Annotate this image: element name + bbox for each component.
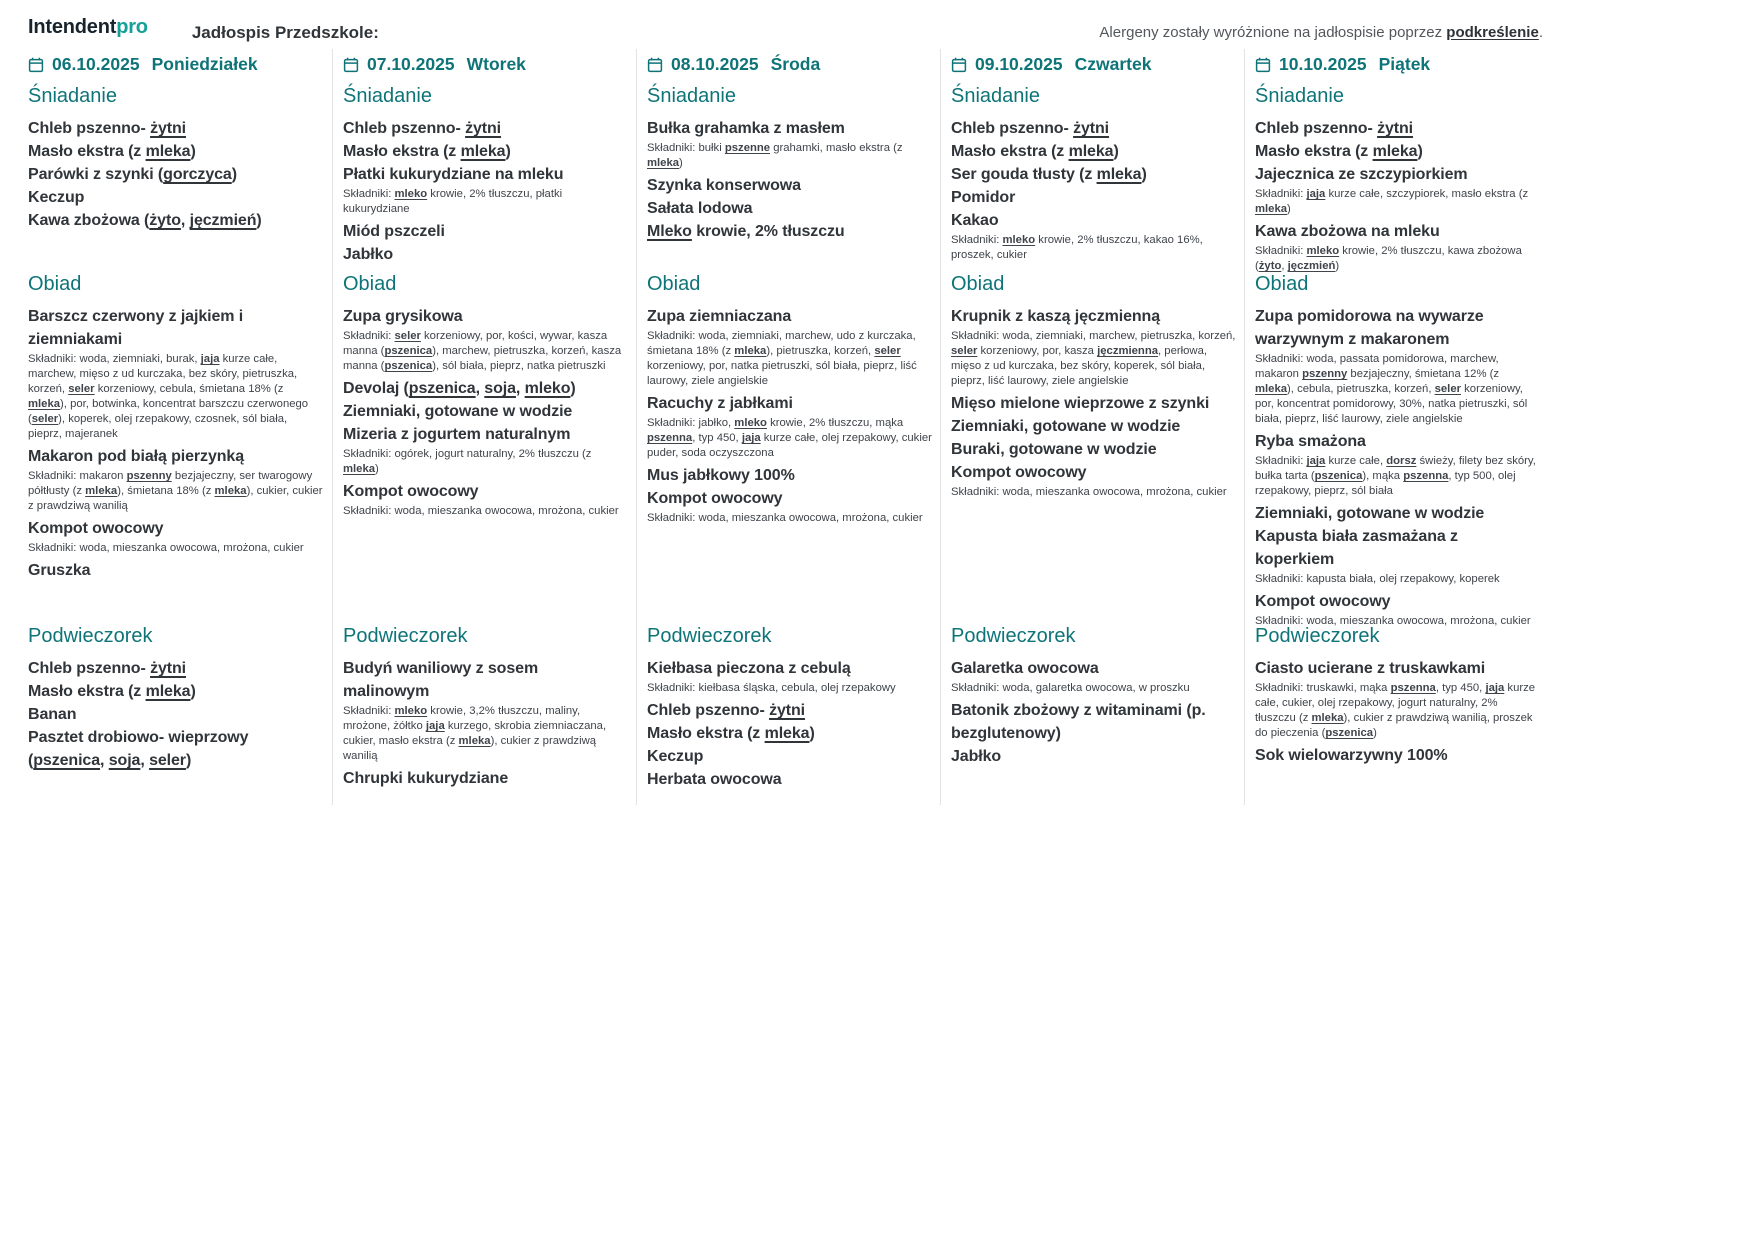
- allergen-highlight: mleka: [458, 735, 491, 747]
- menu-item-ingredients: Składniki: bułki pszenne grahamki, masło ekstra (z mleka): [647, 142, 903, 169]
- menu-item-title: Chleb pszenno- żytni: [28, 660, 187, 677]
- menu-item-title: Jabłko: [343, 246, 394, 263]
- calendar-icon: [343, 57, 359, 73]
- menu-item-title: Kompot owocowy: [951, 464, 1087, 481]
- allergen-highlight: żytni: [769, 702, 806, 719]
- meal-section-obiad: [28, 267, 324, 619]
- meal-section-title: Obiad: [28, 273, 82, 295]
- menu-item-ingredients: Składniki: woda, mieszanka owocowa, mrożona, cukier: [647, 512, 923, 524]
- menu-item-title: Płatki kukurydziane na mleku: [343, 166, 564, 183]
- allergen-highlight: jaja: [1306, 455, 1326, 467]
- allergen-highlight: pszenne: [724, 142, 771, 154]
- allergen-highlight: żyto: [149, 212, 181, 229]
- allergen-highlight: dorsz: [1386, 455, 1417, 467]
- allergen-highlight: soja: [108, 752, 141, 769]
- allergen-highlight: mleka: [1255, 383, 1288, 395]
- day-header: [343, 49, 628, 79]
- menu-item-title: Herbata owocowa: [647, 771, 782, 788]
- menu-item-ingredients: Składniki: mleko krowie, 2% tłuszczu, kakao 16%, proszek, cukier: [951, 234, 1203, 261]
- allergen-highlight: mleka: [647, 157, 680, 169]
- menu-item-title: Zupa pomidorowa na wywarze warzywnym z makaronem: [1255, 308, 1484, 348]
- menu-item-title: Krupnik z kaszą jęczmienną: [951, 308, 1161, 325]
- menu-item-title: Jajecznica ze szczypiorkiem: [1255, 166, 1468, 183]
- allergen-highlight: mleka: [764, 725, 810, 742]
- meal-section-title: Śniadanie: [647, 85, 736, 107]
- menu-item-ingredients: Składniki: jaja kurze całe, szczypiorek, masło ekstra (z mleka): [1255, 188, 1529, 215]
- day-date: 06.10.2025: [52, 53, 140, 74]
- menu-item-title: Mięso mielone wieprzowe z szynki: [951, 395, 1210, 412]
- menu-item-ingredients: Składniki: woda, galaretka owocowa, w proszku: [951, 682, 1190, 694]
- menu-item-title: Kompot owocowy: [647, 490, 783, 507]
- menu-item-title: Ciasto ucierane z truskawkami: [1255, 660, 1486, 677]
- allergen-highlight: jaja: [425, 720, 445, 732]
- allergen-highlight: mleka: [1255, 203, 1288, 215]
- menu-item-title: Ziemniaki, gotowane w wodzie: [1255, 505, 1485, 522]
- menu-item-title: Kiełbasa pieczona z cebulą: [647, 660, 851, 677]
- menu-item-title: Buraki, gotowane w wodzie: [951, 441, 1157, 458]
- menu-item-title: Szynka konserwowa: [647, 177, 801, 194]
- allergen-highlight: żytni: [1073, 120, 1110, 137]
- allergen-highlight: mleko: [394, 705, 428, 717]
- menu-item-title: Keczup: [647, 748, 704, 765]
- logo-text-pro: pro: [116, 16, 148, 38]
- meal-section-podwieczorek: [647, 619, 932, 791]
- day-date: 09.10.2025: [975, 53, 1063, 74]
- menu-item-ingredients: Składniki: woda, mieszanka owocowa, mrożona, cukier: [28, 542, 304, 554]
- menu-item-title: Kompot owocowy: [28, 520, 164, 537]
- menu-item-ingredients: Składniki: mleko krowie, 2% tłuszczu, kawa zbożowa (żyto, jęczmień): [1255, 245, 1522, 272]
- menu-grid: [28, 49, 1755, 805]
- allergen-highlight: mleka: [1068, 143, 1114, 160]
- menu-item-ingredients: Składniki: woda, passata pomidorowa, marchew, makaron pszenny bezjajeczny, śmietana 12% (z mleka), cebula, pietruszka, korzeń, seler korzeniowy, por, koncentrat pomidorowy, 30%, natka pietruszki, sól biała, pieprz, liść laurowy, ziele angielskie: [1255, 353, 1528, 425]
- calendar-icon: [28, 57, 44, 73]
- menu-item-title: Sałata lodowa: [647, 200, 753, 217]
- allergen-highlight: seler: [68, 383, 95, 395]
- menu-item-ingredients: Składniki: jaja kurze całe, dorsz świeży, filety bez skóry, bułka tarta (pszenica), mąka pszenna, typ 500, olej rzepakowy, pieprz, sól biała: [1255, 455, 1536, 497]
- allergen-highlight: jaja: [1306, 188, 1326, 200]
- allergen-highlight: seler: [149, 752, 186, 769]
- meal-section-niadanie: [1255, 79, 1540, 272]
- menu-item-ingredients: Składniki: mleko krowie, 3,2% tłuszczu, maliny, mrożone, żółtko jaja kurzego, skrobia ziemniaczana, cukier, masło ekstra (z mleka), cukier z prawdziwą wanilią: [343, 705, 607, 762]
- allergen-highlight: pszenny: [126, 470, 172, 482]
- meal-section-niadanie: [647, 79, 932, 267]
- allergen-highlight: pszenna: [1403, 470, 1449, 482]
- allergen-highlight: pszenna: [1390, 682, 1436, 694]
- allergen-highlight: mleka: [214, 485, 247, 497]
- meal-section-niadanie: [343, 79, 628, 267]
- meal-section-title: Śniadanie: [343, 85, 432, 107]
- menu-item-title: Keczup: [28, 189, 85, 206]
- allergen-highlight: mleko: [734, 417, 767, 429]
- allergen-highlight: mleko: [394, 188, 428, 200]
- allergen-highlight: mleka: [1096, 166, 1142, 183]
- menu-item-title: Ryba smażona: [1255, 433, 1366, 450]
- menu-item-title: Miód pszczeli: [343, 223, 445, 240]
- allergen-highlight: seler: [31, 413, 59, 425]
- day-date: 07.10.2025: [367, 53, 455, 74]
- allergen-highlight: pszenica: [384, 345, 433, 357]
- menu-item-title: Sok wielowarzywny 100%: [1255, 747, 1448, 764]
- menu-item-title: Jabłko: [951, 748, 1002, 765]
- allergen-highlight: mleko: [1002, 234, 1036, 246]
- allergen-highlight: seler: [874, 345, 901, 357]
- page-header: [0, 0, 1755, 43]
- allergen-highlight: mleka: [145, 143, 191, 160]
- allergen-highlight: pszenica: [408, 380, 476, 397]
- menu-item-title: Masło ekstra (z mleka): [28, 143, 196, 160]
- day-weekday: Wtorek: [466, 53, 526, 74]
- menu-item-title: Mus jabłkowy 100%: [647, 467, 795, 484]
- menu-item-title: Galaretka owocowa: [951, 660, 1099, 677]
- menu-item-title: Ser gouda tłusty (z mleka): [951, 166, 1147, 183]
- meal-section-title: Obiad: [1255, 273, 1309, 295]
- day-date: 08.10.2025: [671, 53, 759, 74]
- meal-section-title: Podwieczorek: [951, 625, 1076, 647]
- menu-item-title: Zupa ziemniaczana: [647, 308, 792, 325]
- meal-section-podwieczorek: [951, 619, 1236, 791]
- day-column: [28, 49, 332, 805]
- allergen-highlight: seler: [951, 345, 978, 357]
- allergen-note-emphasis: podkreślenie: [1446, 24, 1539, 41]
- menu-item-ingredients: Składniki: mleko krowie, 2% tłuszczu, płatki kukurydziane: [343, 188, 563, 215]
- meal-section-title: Podwieczorek: [647, 625, 772, 647]
- page-title: Jadłospis Przedszkole:: [191, 23, 379, 42]
- menu-item-ingredients: Składniki: ogórek, jogurt naturalny, 2% tłuszczu (z mleka): [343, 448, 592, 475]
- menu-item-title: Kawa zbożowa na mleku: [1255, 223, 1440, 240]
- allergen-highlight: soja: [484, 380, 516, 397]
- menu-item-title: Pomidor: [951, 189, 1016, 206]
- allergen-highlight: pszenica: [1325, 727, 1374, 739]
- menu-item-title: Chleb pszenno- żytni: [647, 702, 806, 719]
- menu-item-ingredients: Składniki: woda, mieszanka owocowa, mrożona, cukier: [1255, 615, 1531, 627]
- allergen-highlight: mleka: [343, 463, 376, 475]
- menu-item-title: Devolaj (pszenica, soja, mleko): [343, 380, 576, 397]
- meal-section-title: Podwieczorek: [1255, 625, 1380, 647]
- menu-item-title: Ziemniaki, gotowane w wodzie: [951, 418, 1181, 435]
- meal-section-obiad: [647, 267, 932, 619]
- menu-item-title: Masło ekstra (z mleka): [951, 143, 1119, 160]
- meal-section-niadanie: [28, 79, 324, 267]
- allergen-highlight: jęczmień: [189, 212, 257, 229]
- day-weekday: Środa: [770, 53, 821, 74]
- allergen-highlight: żytni: [150, 660, 187, 677]
- menu-item-title: Kompot owocowy: [1255, 593, 1391, 610]
- allergen-highlight: jaja: [1485, 682, 1505, 694]
- menu-item-title: Mizeria z jogurtem naturalnym: [343, 426, 571, 443]
- menu-item-title: Kompot owocowy: [343, 483, 479, 500]
- menu-item-title: Budyń waniliowy z sosem malinowym: [343, 660, 539, 700]
- allergen-highlight: pszenica: [1314, 470, 1363, 482]
- menu-item-title: Masło ekstra (z mleka): [647, 725, 815, 742]
- allergen-highlight: jaja: [741, 432, 761, 444]
- day-column: [940, 49, 1244, 805]
- day-header: [1255, 49, 1540, 79]
- allergen-note: [1099, 24, 1543, 41]
- menu-item-title: Chleb pszenno- żytni: [951, 120, 1110, 137]
- menu-item-title: Batonik zbożowy z witaminami (p. bezglutenowy): [951, 702, 1206, 742]
- menu-item-title: Kapusta biała zasmażana z koperkiem: [1255, 528, 1458, 568]
- menu-item-title: Masło ekstra (z mleka): [1255, 143, 1423, 160]
- menu-item-title: Kawa zbożowa (żyto, jęczmień): [28, 212, 262, 229]
- allergen-highlight: pszenna: [647, 432, 693, 444]
- day-column: [1244, 49, 1548, 805]
- allergen-highlight: mleko: [524, 380, 571, 397]
- menu-item-title: Barszcz czerwony z jajkiem i ziemniakami: [28, 308, 244, 348]
- meal-section-obiad: [343, 267, 628, 619]
- day-weekday: Piątek: [1378, 53, 1431, 74]
- menu-item-ingredients: Składniki: jabłko, mleko krowie, 2% tłuszczu, mąka pszenna, typ 450, jaja kurze całe, olej rzepakowy, cukier puder, soda oczyszczona: [647, 417, 932, 459]
- allergen-highlight: jęczmienna: [1097, 345, 1159, 357]
- menu-item-ingredients: Składniki: woda, ziemniaki, burak, jaja kurze całe, marchew, mięso z ud kurczaka, bez skóry, pietruszka, korzeń, seler korzeniowy, cebula, śmietana 18% (z mleka), por, botwinka, koncentrat barszczu czerwonego (seler), koperek, olej rzepakowy, czosnek, sól biała, pieprz, majeranek: [28, 353, 309, 440]
- allergen-highlight: pszenny: [1302, 368, 1348, 380]
- intendentpro-logo: [28, 16, 148, 39]
- menu-item-ingredients: Składniki: kapusta biała, olej rzepakowy, koperek: [1255, 573, 1500, 585]
- allergen-highlight: mleka: [460, 143, 506, 160]
- allergen-highlight: mleka: [1372, 143, 1418, 160]
- day-column: [332, 49, 636, 805]
- calendar-icon: [1255, 57, 1271, 73]
- day-weekday: Poniedziałek: [151, 53, 258, 74]
- allergen-highlight: pszenica: [33, 752, 101, 769]
- meal-section-podwieczorek: [343, 619, 628, 791]
- meal-section-title: Śniadanie: [28, 85, 117, 107]
- menu-item-ingredients: Składniki: woda, mieszanka owocowa, mrożona, cukier: [343, 505, 619, 517]
- meal-section-title: Obiad: [647, 273, 701, 295]
- menu-item-ingredients: Składniki: truskawki, mąka pszenna, typ 450, jaja kurze całe, cukier, olej rzepakowy, jogurt naturalny, 2% tłuszczu (z mleka), cukier z prawdziwą wanilią, proszek do pieczenia (pszenica): [1255, 682, 1536, 739]
- allergen-highlight: pszenica: [384, 360, 433, 372]
- meal-section-title: Obiad: [343, 273, 397, 295]
- day-weekday: Czwartek: [1074, 53, 1152, 74]
- menu-item-title: Masło ekstra (z mleka): [28, 683, 196, 700]
- menu-item-title: Makaron pod białą pierzynką: [28, 448, 245, 465]
- allergen-highlight: mleka: [28, 398, 61, 410]
- menu-item-title: Gruszka: [28, 562, 91, 579]
- allergen-highlight: gorczyca: [163, 166, 232, 183]
- allergen-highlight: żytni: [150, 120, 187, 137]
- meal-section-niadanie: [951, 79, 1236, 267]
- meal-section-title: Obiad: [951, 273, 1005, 295]
- menu-item-title: Chleb pszenno- żytni: [28, 120, 187, 137]
- allergen-highlight: mleka: [85, 485, 118, 497]
- allergen-highlight: żytni: [465, 120, 502, 137]
- meal-section-title: Podwieczorek: [343, 625, 468, 647]
- menu-item-title: Masło ekstra (z mleka): [343, 143, 511, 160]
- menu-item-title: Pasztet drobiowo- wieprzowy (pszenica, soja, seler): [28, 729, 249, 769]
- menu-item-title: Zupa grysikowa: [343, 308, 463, 325]
- meal-section-podwieczorek: [1255, 619, 1540, 791]
- menu-item-title: Ziemniaki, gotowane w wodzie: [343, 403, 573, 420]
- menu-item-title: Bułka grahamka z masłem: [647, 120, 845, 137]
- allergen-highlight: żyto: [1258, 260, 1282, 272]
- menu-item-ingredients: Składniki: woda, ziemniaki, marchew, pietruszka, korzeń, seler korzeniowy, por, kasza jęczmienna, perłowa, mięso z ud kurczaka, bez skóry, koperek, sól biała, pieprz, liść laurowy, ziele angielskie: [951, 330, 1236, 387]
- logo-text-intendent: Intendent: [28, 16, 117, 38]
- menu-item-title: Kakao: [951, 212, 999, 229]
- allergen-highlight: mleka: [145, 683, 191, 700]
- allergen-note-prefix: Alergeny zostały wyróżnione na jadłospisie poprzez: [1099, 24, 1447, 41]
- allergen-highlight: seler: [394, 330, 421, 342]
- menu-item-title: Parówki z szynki (gorczyca): [28, 166, 237, 183]
- menu-item-title: Mleko krowie, 2% tłuszczu: [647, 223, 845, 240]
- day-header: [951, 49, 1236, 79]
- menu-item-ingredients: Składniki: makaron pszenny bezjajeczny, ser twarogowy półtłusty (z mleka), śmietana 18% (z mleka), cukier, cukier z prawdziwą wanilią: [28, 470, 323, 512]
- menu-item-ingredients: Składniki: woda, mieszanka owocowa, mrożona, cukier: [951, 486, 1227, 498]
- menu-item-title: Racuchy z jabłkami: [647, 395, 793, 412]
- menu-item-title: Chleb pszenno- żytni: [343, 120, 502, 137]
- allergen-highlight: jęczmień: [1287, 260, 1336, 272]
- allergen-highlight: jaja: [200, 353, 220, 365]
- allergen-highlight: mleko: [1306, 245, 1340, 257]
- allergen-highlight: mleka: [734, 345, 767, 357]
- meal-section-podwieczorek: [28, 619, 324, 791]
- meal-section-obiad: [951, 267, 1236, 619]
- allergen-highlight: żytni: [1377, 120, 1414, 137]
- meal-section-title: Podwieczorek: [28, 625, 153, 647]
- menu-item-title: Chrupki kukurydziane: [343, 770, 509, 787]
- menu-item-ingredients: Składniki: kiełbasa śląska, cebula, olej rzepakowy: [647, 682, 896, 694]
- day-header: [647, 49, 932, 79]
- calendar-icon: [647, 57, 663, 73]
- allergen-highlight: Mleko: [647, 223, 692, 240]
- allergen-note-suffix: .: [1538, 24, 1543, 41]
- menu-item-ingredients: Składniki: woda, ziemniaki, marchew, udo z kurczaka, śmietana 18% (z mleka), pietruszka, korzeń, seler korzeniowy, por, natka pietruszki, sól biała, pieprz, liść laurowy, ziele angielskie: [647, 330, 917, 387]
- meal-section-title: Śniadanie: [1255, 85, 1344, 107]
- calendar-icon: [951, 57, 967, 73]
- menu-item-ingredients: Składniki: seler korzeniowy, por, kości, wywar, kasza manna (pszenica), marchew, pietruszka, korzeń, kasza manna (pszenica), sól biała, pieprz, natka pietruszki: [343, 330, 622, 372]
- day-date: 10.10.2025: [1279, 53, 1367, 74]
- menu-item-title: Chleb pszenno- żytni: [1255, 120, 1414, 137]
- allergen-highlight: mleka: [1311, 712, 1344, 724]
- menu-item-title: Banan: [28, 706, 77, 723]
- meal-section-title: Śniadanie: [951, 85, 1040, 107]
- day-header: [28, 49, 324, 79]
- allergen-highlight: seler: [1434, 383, 1461, 395]
- meal-section-obiad: [1255, 267, 1540, 627]
- day-column: [636, 49, 940, 805]
